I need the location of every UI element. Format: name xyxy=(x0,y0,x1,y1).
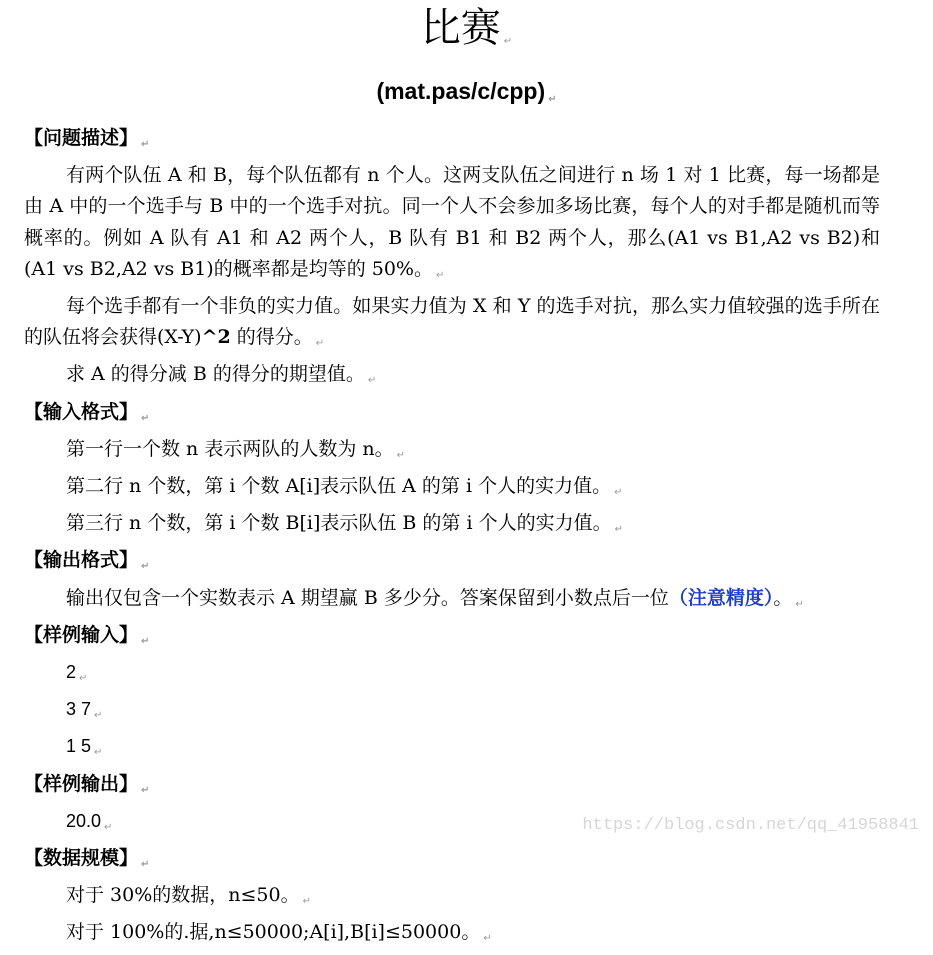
paragraph-mark-icon: ↵ xyxy=(94,747,103,759)
problem-paragraph-1: 有两个队伍 A 和 B，每个队伍都有 n 个人。这两支队伍之间进行 n 场 1 对 1 比赛，每一场都是由 A 中的一个选手与 B 中的一个选手对抗。同一个人不会参加多场比赛，每个人的对手都是随机而等概率的。例如 A 队有 A1 和 A2 两个人，B 队有 B1 和 B2 两个人，那么(A1 vs B1,A2 vs B2)和(A1 vs B2,A2 vs B1)的概率都是均等的 50%。 ↵ xyxy=(24,164,880,281)
section-heading-sample-output: 【样例输出】 ↵ xyxy=(24,772,150,796)
watermark: https://blog.csdn.net/qq_41958841 xyxy=(582,816,919,835)
paragraph-mark-icon: ↵ xyxy=(795,598,804,610)
sample-input-line: 1 5 ↵ xyxy=(66,736,103,759)
paragraph-mark-icon: ↵ xyxy=(141,635,150,647)
paragraph-mark-icon: ↵ xyxy=(141,412,150,424)
data-scale-line: 对于 100%的.据,n≤50000;A[i],B[i]≤50000。 ↵ xyxy=(66,921,492,945)
exponent-text: ^2 xyxy=(201,326,231,349)
input-format-line: 第二行 n 个数，第 i 个数 A[i]表示队伍 A 的第 i 个人的实力值。 ↵ xyxy=(66,475,623,499)
paragraph-mark-icon: ↵ xyxy=(614,487,623,499)
document-subtitle: (mat.pas/c/cpp) ↵ xyxy=(376,78,557,105)
paragraph-mark-icon: ↵ xyxy=(614,524,623,536)
paragraph-mark-icon: ↵ xyxy=(302,896,311,908)
paragraph-mark-icon: ↵ xyxy=(141,784,150,796)
paragraph-mark-icon: ↵ xyxy=(94,710,103,722)
problem-paragraph-3: 求 A 的得分减 B 的得分的期望值。 ↵ xyxy=(66,363,377,387)
paragraph-mark-icon: ↵ xyxy=(104,821,113,833)
paragraph-mark-icon: ↵ xyxy=(367,375,377,387)
problem-paragraph-2: 每个选手都有一个非负的实力值。如果实力值为 X 和 Y 的选手对抗，那么实力值较强的选手所在的队伍将会获得(X-Y)^2 的得分。 ↵ xyxy=(24,295,880,350)
document-title: 比赛 ↵ xyxy=(420,5,513,51)
section-heading-input-format: 【输入格式】 ↵ xyxy=(24,400,150,424)
paragraph-mark-icon: ↵ xyxy=(483,933,492,945)
paragraph-mark-icon: ↵ xyxy=(141,561,150,573)
sample-input-line: 3 7 ↵ xyxy=(66,699,103,722)
input-format-line: 第三行 n 个数，第 i 个数 B[i]表示队伍 B 的第 i 个人的实力值。 ↵ xyxy=(66,512,623,536)
precision-note: （注意精度） xyxy=(668,586,774,609)
paragraph-mark-icon: ↵ xyxy=(435,269,445,281)
input-format-line: 第一行一个数 n 表示两队的人数为 n。 ↵ xyxy=(66,437,405,461)
paragraph-mark-icon: ↵ xyxy=(548,94,557,105)
data-scale-line: 对于 30%的数据，n≤50。 ↵ xyxy=(66,884,311,908)
paragraph-mark-icon: ↵ xyxy=(141,139,150,150)
paragraph-mark-icon: ↵ xyxy=(396,449,405,461)
paragraph-mark-icon: ↵ xyxy=(141,859,150,871)
paragraph-mark-icon: ↵ xyxy=(503,36,513,47)
section-heading-sample-input: 【样例输入】 ↵ xyxy=(24,623,150,647)
sample-output-line: 20.0 ↵ xyxy=(66,810,113,833)
paragraph-mark-icon: ↵ xyxy=(315,338,325,350)
section-heading-problem: 【问题描述】 ↵ xyxy=(24,127,150,150)
output-format-line: 输出仅包含一个实数表示 A 期望赢 B 多少分。答案保留到小数点后一位（注意精度）。 ↵ xyxy=(66,586,804,610)
section-heading-output-format: 【输出格式】 ↵ xyxy=(24,549,150,573)
paragraph-mark-icon: ↵ xyxy=(79,673,88,685)
sample-input-line: 2 ↵ xyxy=(66,662,88,685)
section-heading-data-scale: 【数据规模】 ↵ xyxy=(24,847,150,871)
